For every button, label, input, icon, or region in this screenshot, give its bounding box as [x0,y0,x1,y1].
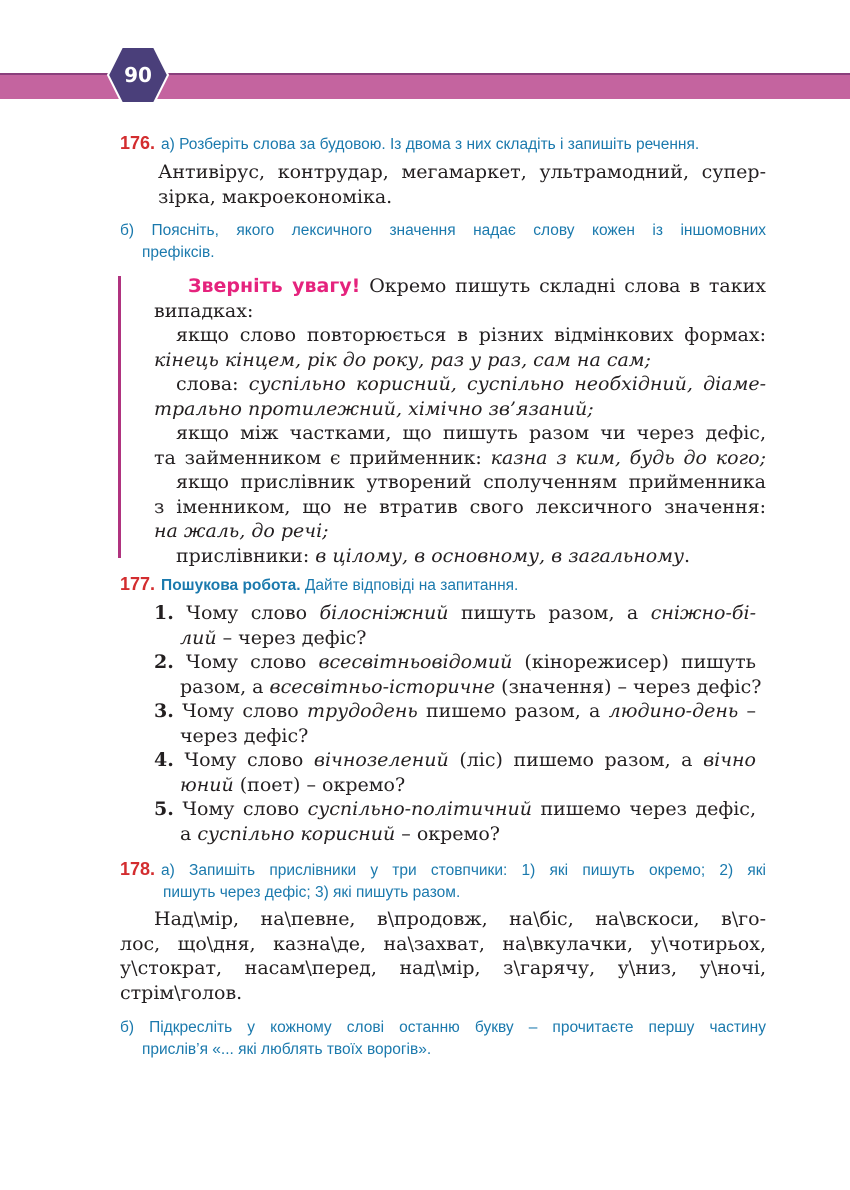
question-3-line-2: через дефіс? [180,724,309,747]
question-4-line-1: 4. Чому слово вічнозелений (ліс) пишемо разом, а вічно [154,749,756,771]
page-number: 90 [124,63,152,87]
question-2-line-2: разом, а всесвітньо-історичне (значення) – через дефіс? [180,675,762,698]
task-176-instruction-b [120,220,766,264]
task-176-number: 176. [120,133,156,153]
note-line-10: з іменником, що не втратив свого лексичного значення: [154,495,766,518]
task-177-title: Пошукова робота. [161,577,301,594]
task-177-instruction: Дайте відповіді на запитання. [300,577,519,594]
task-177-questions [154,601,762,846]
task-178-instruction-a-line-2: пишуть через дефіс; 3) які пишуть разом. [163,884,461,901]
note-line-3: якщо слово повторюється в різних відмінкових формах: [176,324,766,346]
question-1-line-2: лий – через дефіс? [180,626,367,649]
task-176-words-line-1: Антивірус, контрудар, мегамаркет, ультрамодний, супер- [158,161,766,183]
task-178-instruction-a-line-1: 178. а) Запишіть прислівники у три стовпчики: 1) які пишуть окремо; 2) які [120,859,766,879]
task-176-instruction-b-line-2: префіксів. [142,244,215,261]
task-176-words-line-2: зірка, макроекономіка. [158,185,393,208]
note-side-bar [118,276,121,558]
task-178-words-line-3: у\стократ, насам\перед, над\мір, з\гарячу, у\низ, у\ночі, [120,957,766,979]
question-4-line-2: юний (поет) – окремо? [180,773,406,796]
note-line-9: якщо прислівник утворений сполученням прийменника [176,471,766,493]
task-177-heading [120,573,780,597]
note-block [154,274,766,568]
note-line-6: трально протилежний, хімічно зв’язаний; [154,397,594,420]
note-line-8: та займенником є прийменник: казна з ким, будь до кого; [154,446,766,469]
task-178-instruction-b [120,1017,766,1061]
task-178-number: 178. [120,859,156,879]
question-3-line-1: 3. Чому слово трудодень пишемо разом, а людино-день – [154,700,756,722]
note-line-11: на жаль, до речі; [154,520,329,542]
task-177-number: 177. [120,574,156,594]
task-176-words [158,160,766,209]
note-line-2: випадках: [154,299,254,322]
task-176-heading [120,132,780,156]
task-178-words-line-2: лос, що\дня, казна\де, на\захват, на\вкулачки, у\чотирьох, [120,932,766,955]
task-178-words [120,907,766,1005]
task-178-instruction-b-line-2: прислів’я «... які люблять твоїх ворогів». [142,1041,432,1058]
question-5-line-1: 5. Чому слово суспільно-політичний пишемо через дефіс, [154,798,756,820]
task-178-instruction-b-line-1: б) Підкресліть у кожному слові останню букву – прочитаєте першу частину [120,1019,766,1036]
question-2-line-1: 2. Чому слово всесвітньовідомий (кінорежисер) пишуть [154,651,756,673]
note-line-4: кінець кінцем, рік до року, раз у раз, сам на сам; [154,348,651,371]
task-178-heading [120,858,766,904]
task-178-words-line-1: Над\мір, на\певне, в\продовж, на\біс, на\вскоси, в\го- [154,908,766,930]
question-5-line-2: а суспільно корисний – окремо? [180,822,500,845]
note-line-1: Зверніть увагу! Окремо пишуть складні слова в таких [188,275,767,297]
task-178-words-line-4: стрім\голов. [120,981,243,1004]
note-title: Зверніть увагу! [188,275,361,297]
note-line-7: якщо між частками, що пишуть разом чи через дефіс, [176,422,766,444]
task-176-instruction-b-line-1: б) Поясніть, якого лексичного значення надає слову кожен із іншомовних [120,222,766,239]
note-line-5: слова: суспільно корисний, суспільно необхідний, діаме- [176,373,766,395]
question-1-line-1: 1. Чому слово білосніжний пишуть разом, а сніжно-бі- [154,602,756,624]
note-line-12: прислівники: в цілому, в основному, в загальному. [176,544,691,567]
task-176-instruction-a: а) Розберіть слова за будовою. Із двома з них складіть і запишіть речення. [161,136,700,153]
